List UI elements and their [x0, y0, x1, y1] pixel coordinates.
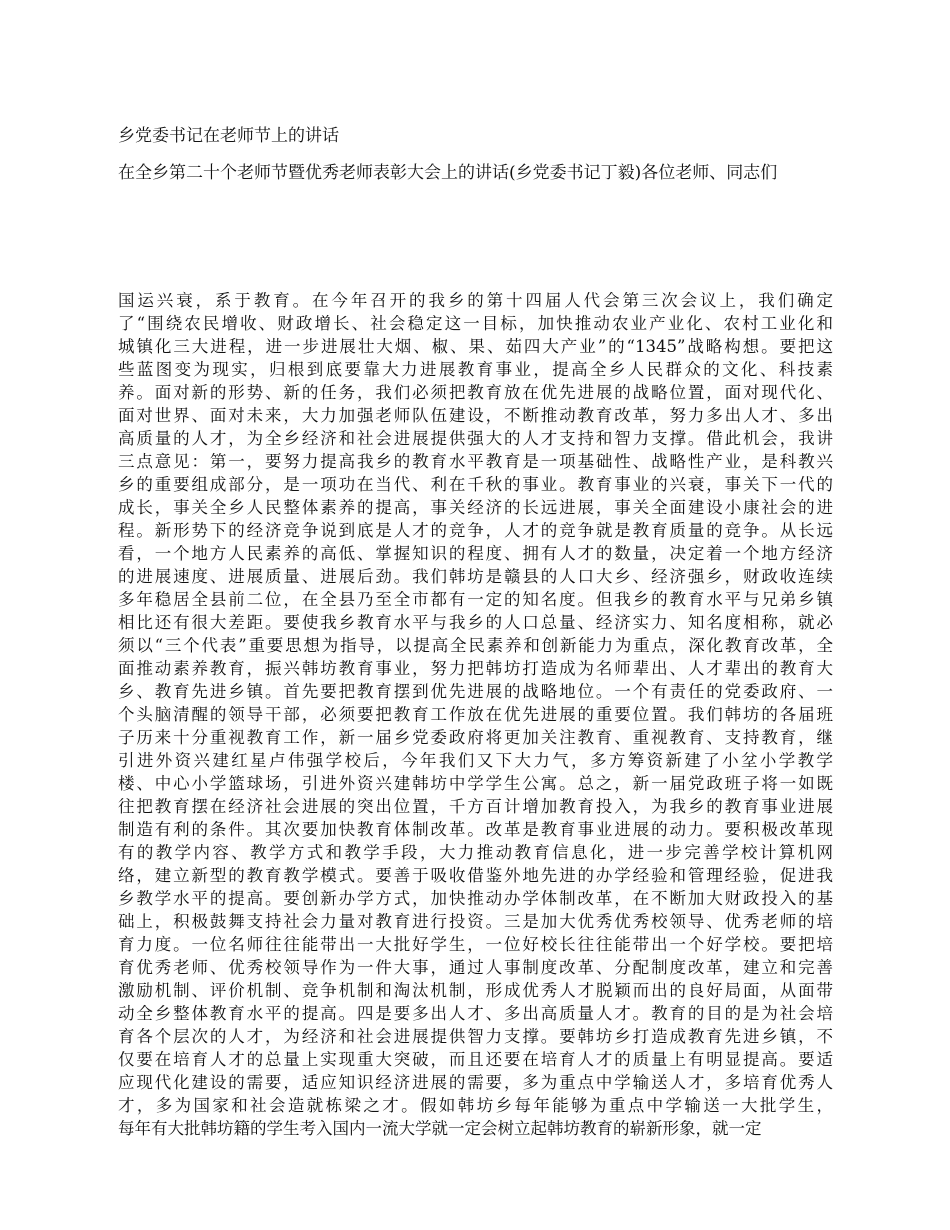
- body-line: 络，建立新型的教育教学模式。要善于吸收借鉴外地先进的办学经验和管理经验，促进我: [118, 866, 833, 885]
- body-line: 引进外资兴建红星卢伟强学校后，今年我们又下大力气，多方筹资新建了小坌小学教学: [118, 751, 833, 770]
- body-line: 仅要在培育人才的总量上实现重大突破，而且还要在培育人才的质量上有明显提高。要适: [118, 1050, 833, 1069]
- body-line: 乡、教育先进乡镇。首先要把教育摆到优先进展的战略地位。一个有责任的党委政府、一: [118, 682, 833, 701]
- body-line: 多年稳居全县前二位，在全县乃至全市都有一定的知名度。但我乡的教育水平与兄弟乡镇: [118, 590, 833, 609]
- body-line: 面对世界、面对未来，大力加强老师队伍建设，不断推动教育改革，努力多出人才、多出: [118, 406, 833, 425]
- body-line: 面推动素养教育，振兴韩坊教育事业，努力把韩坊打造成为名师辈出、人才辈出的教育大: [118, 659, 833, 678]
- body-line: 育力度。一位名师往往能带出一大批好学生，一位好校长往往能带出一个好学校。要把培: [118, 935, 833, 954]
- body-line: 养。面对新的形势、新的任务，我们必须把教育放在优先进展的战略位置，面对现代化、: [118, 383, 833, 402]
- body-line: 须以“三个代表”重要思想为指导，以提高全民素养和创新能力为重点，深化教育改革，全: [118, 636, 833, 655]
- body-line: 的进展速度、进展质量、进展后劲。我们韩坊是赣县的人口大乡、经济强乡，财政收连续: [118, 567, 833, 586]
- body-line: 高质量的人才，为全乡经济和社会进展提供强大的人才支持和智力支撑。借此机会，我讲: [118, 429, 833, 448]
- body-line: 成长，事关全乡人民整体素养的提高，事关经济的长远进展，事关全面建设小康社会的进: [118, 498, 833, 517]
- body-line: 才，多为国家和社会造就栋梁之才。假如韩坊乡每年能够为重点中学输送一大批学生，: [118, 1096, 833, 1115]
- body-line: 些蓝图变为现实，归根到底要靠大力进展教育事业，提高全乡人民群众的文化、科技素: [118, 360, 833, 379]
- body-line: 有的教学内容、教学方式和教学手段，大力推动教育信息化，进一步完善学校计算机网: [118, 843, 833, 862]
- document-subtitle: 在全乡第二十个老师节暨优秀老师表彰大会上的讲话(乡党委书记丁毅)各位老师、同志们: [118, 163, 778, 183]
- body-line: 乡教学水平的提高。要创新办学方式，加快推动办学体制改革，在不断加大财政投入的基: [118, 889, 833, 908]
- body-line: 往把教育摆在经济社会进展的突出位置，千方百计增加教育投入，为我乡的教育事业进展: [118, 797, 833, 816]
- body-line: 动全乡整体教育水平的提高。四是要多出人才、多出高质量人才。教育的目的是为社会培: [118, 1004, 833, 1023]
- body-line: 础上，积极鼓舞支持社会力量对教育进行投资。三是加大优秀优秀校领导、优秀老师的培: [118, 912, 833, 931]
- body-line: 国运兴衰，系于教育。在今年召开的我乡的第十四届人代会第三次会议上，我们确定: [118, 291, 833, 310]
- body-line: 制造有利的条件。其次要加快教育体制改革。改革是教育事业进展的动力。要积极改革现: [118, 820, 833, 839]
- body-line: 相比还有很大差距。要使我乡教育水平与我乡的人口总量、经济实力、知名度相称，就必: [118, 613, 833, 632]
- body-line: 程。新形势下的经济竞争说到底是人才的竞争，人才的竞争就是教育质量的竞争。从长远: [118, 521, 833, 540]
- body-line: 育各个层次的人才，为经济和社会进展提供智力支撑。要韩坊乡打造成教育先进乡镇，不: [118, 1027, 833, 1046]
- body-line: 育优秀老师、优秀校领导作为一件大事，通过人事制度改革、分配制度改革，建立和完善: [118, 958, 833, 977]
- document-title: 乡党委书记在老师节上的讲话: [118, 126, 339, 146]
- speech-body: [118, 289, 833, 1140]
- body-line: 应现代化建设的需要，适应知识经济进展的需要，多为重点中学输送人才，多培育优秀人: [118, 1073, 833, 1092]
- body-line: 看，一个地方人民素养的高低、掌握知识的程度、拥有人才的数量，决定着一个地方经济: [118, 544, 833, 563]
- body-line: 楼、中心小学篮球场，引进外资兴建韩坊中学学生公寓。总之，新一届党政班子将一如既: [118, 774, 833, 793]
- body-line: 了“围绕农民增收、财政增长、社会稳定这一目标，加快推动农业产业化、农村工业化和: [118, 314, 833, 333]
- body-line: 子历来十分重视教育工作，新一届乡党委政府将更加关注教育、重视教育、支持教育，继: [118, 728, 833, 747]
- body-line: 个头脑清醒的领导干部，必须要把教育工作放在优先进展的重要位置。我们韩坊的各届班: [118, 705, 833, 724]
- body-line: 城镇化三大进程，进一步进展壮大烟、椒、果、茹四大产业”的“1345”战略构想。要把这: [118, 337, 833, 356]
- body-line: 每年有大批韩坊籍的学生考入国内一流大学就一定会树立起韩坊教育的崭新形象，就一定: [118, 1119, 762, 1138]
- body-line: 乡的重要组成部分，是一项功在当代、利在千秋的事业。教育事业的兴衰，事关下一代的: [118, 475, 833, 494]
- body-line: 三点意见：第一，要努力提高我乡的教育水平教育是一项基础性、战略性产业，是科教兴: [118, 452, 833, 471]
- body-line: 激励机制、评价机制、竞争机制和淘汰机制，形成优秀人才脱颖而出的良好局面，从面带: [118, 981, 833, 1000]
